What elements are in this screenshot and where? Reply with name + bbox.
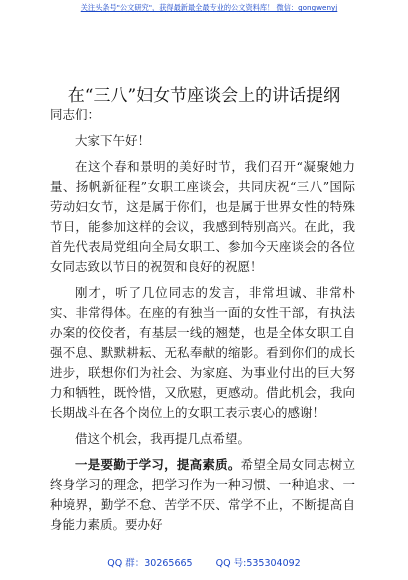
document-body bbox=[50, 105, 355, 535]
paragraph-1: 在这个春和景明的美好时节，我们召开“凝聚她力量、扬帆新征程”女职工座谈会，共同庆祝“三八”国际劳动妇女节，这是属于你们，也是属于世界女性的特殊节日，能参加这样的会议，我感到特别高兴。在此，我首先代表局党组向全局女职工、参加今天座谈会的各位女同志致以节日的祝贺和良好的祝愿！ bbox=[50, 159, 355, 274]
footer-qq-group: QQ 群：30265665 bbox=[107, 558, 193, 569]
point-1-heading: 一是要勤于学习，提高素质。 bbox=[75, 457, 241, 472]
footer-qq-number: QQ 号:535304092 bbox=[215, 558, 301, 569]
paragraph-3: 借这个机会，我再提几点希望。 bbox=[75, 431, 251, 446]
salutation: 同志们： bbox=[50, 107, 101, 122]
paragraph-2: 刚才，听了几位同志的发言，非常坦诚、非常朴实、非常得体。在座的有独当一面的女性干部，有执法办案的佼佼者，有基层一线的翘楚，也是全体女职工自强不息、默默耕耘、无私奉献的缩影。看到你们的成长进步，联想你们为社会、为家庭、为事业付出的巨大努力和牺牲，既怜惜，又欣慰，更感动。借此机会，我向长期战斗在各个岗位上的女职工表示衷心的感谢！ bbox=[50, 285, 355, 420]
greeting: 大家下午好！ bbox=[75, 133, 151, 148]
footer-contacts bbox=[0, 558, 408, 570]
header-notice-link[interactable]: 关注头条号"公文研究"，获得最新最全最专业的公文资料库！ 微信：gongwenyj bbox=[80, 3, 338, 12]
point-1-paragraph bbox=[50, 455, 355, 535]
point-1-text: 希望全局女同志树立终身学习的理念，把学习作为一种习惯、一种追求、一种境界，勤学不怠、苦学不厌、常学不止，不断提高自身能力素质。要办好 bbox=[50, 457, 355, 532]
document-title: 在“三八”妇女节座谈会上的讲话提纲 bbox=[67, 86, 341, 106]
